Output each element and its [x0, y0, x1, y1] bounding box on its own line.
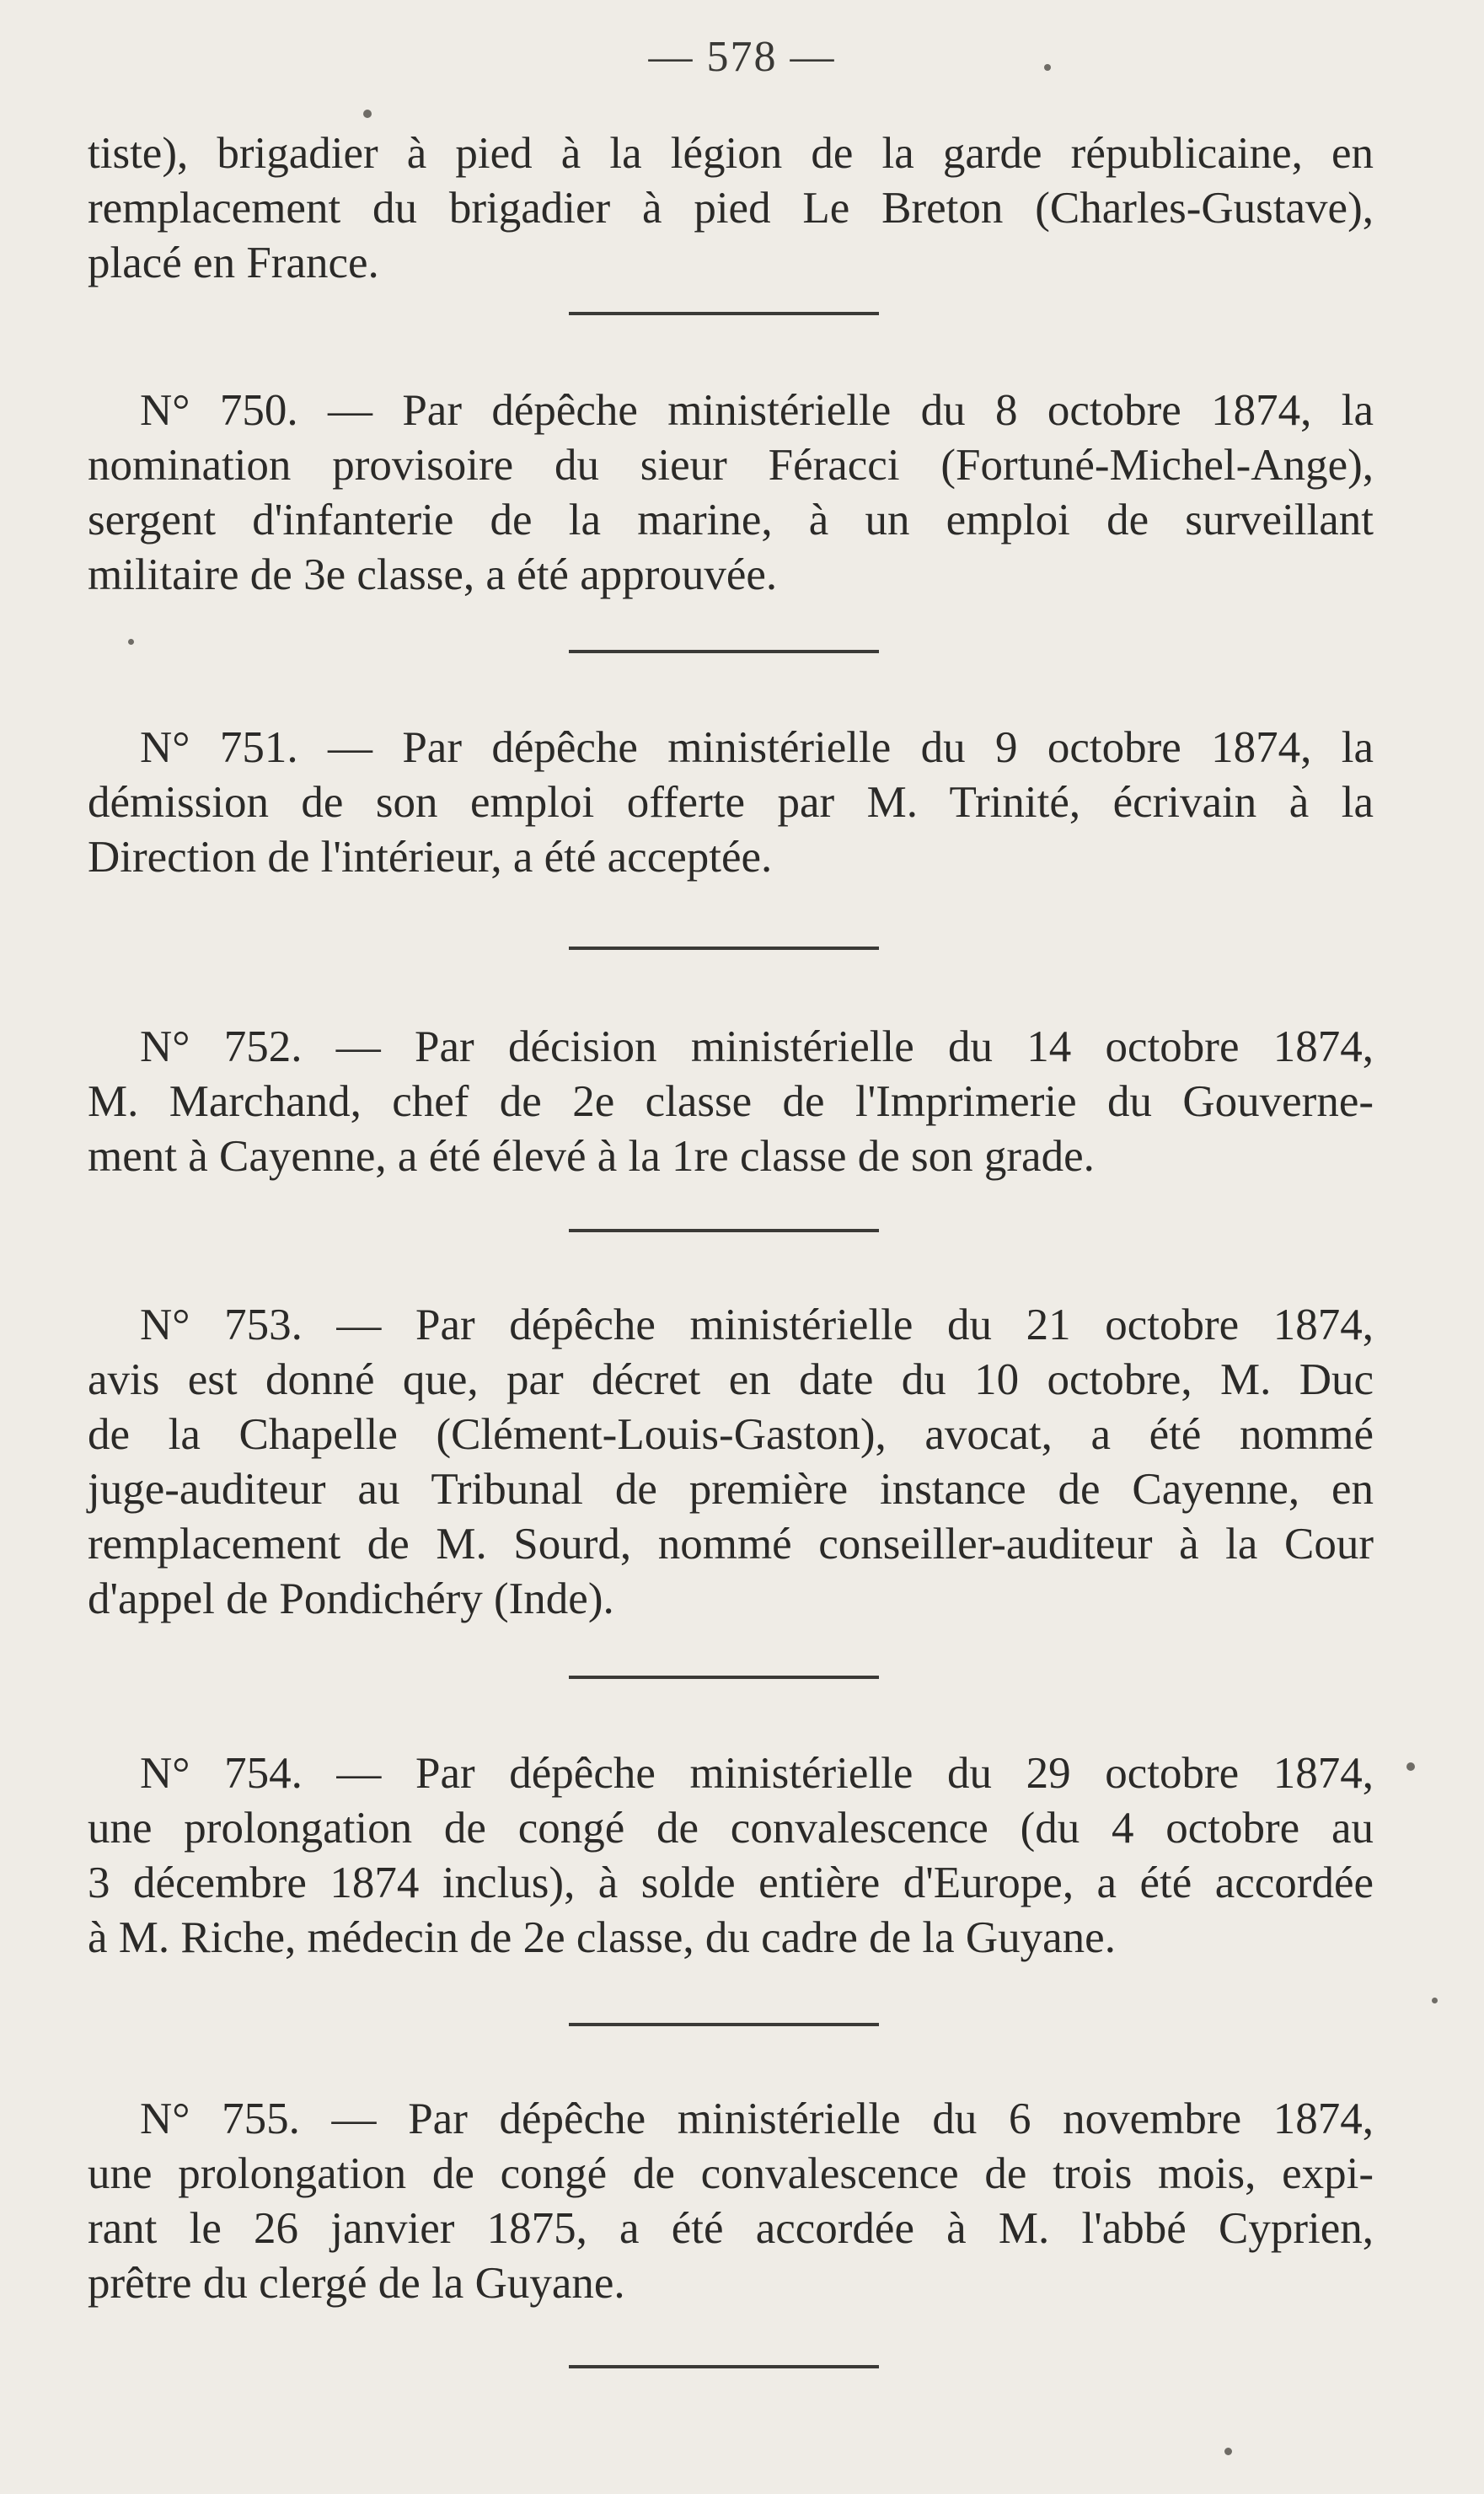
- print-speck: [1224, 2448, 1232, 2455]
- paragraph-line: N° 754. — Par dépêche ministérielle du 29 octobre 1874,: [140, 1749, 1374, 1798]
- page-number: — 578 —: [648, 33, 836, 81]
- paragraph-line: M. Marchand, chef de 2e classe de l'Imprimerie du Gouverne-: [88, 1077, 1374, 1126]
- paragraph-line: prêtre du clergé de la Guyane.: [88, 2259, 625, 2308]
- entry-755: [88, 2092, 1374, 2311]
- continuation-paragraph: [88, 126, 1374, 291]
- paragraph-line: N° 752. — Par décision ministérielle du 14 octobre 1874,: [140, 1022, 1374, 1071]
- paragraph-line: juge-auditeur au Tribunal de première instance de Cayenne, en: [88, 1465, 1374, 1514]
- entry-751: [88, 721, 1374, 885]
- print-speck: [1044, 64, 1051, 71]
- paragraph-line: remplacement de M. Sourd, nommé conseiller-auditeur à la Cour: [88, 1520, 1374, 1569]
- entry-752: [88, 1020, 1374, 1184]
- print-speck: [1432, 1998, 1438, 2003]
- paragraph-line: N° 755. — Par dépêche ministérielle du 6 novembre 1874,: [140, 2094, 1374, 2143]
- section-divider: [569, 650, 879, 653]
- paragraph-line: militaire de 3e classe, a été approuvée.: [88, 550, 778, 599]
- paragraph-line: sergent d'infanterie de la marine, à un emploi de surveillant: [88, 496, 1374, 544]
- paragraph-line: N° 750. — Par dépêche ministérielle du 8 octobre 1874, la: [140, 386, 1374, 435]
- print-speck: [363, 110, 372, 118]
- paragraph-line: ment à Cayenne, a été élevé à la 1re classe de son grade.: [88, 1132, 1095, 1181]
- paragraph-line: tiste), brigadier à pied à la légion de la garde républicaine, en: [88, 129, 1374, 178]
- print-speck: [1406, 1762, 1415, 1771]
- section-divider: [569, 312, 879, 315]
- paragraph-line: nomination provisoire du sieur Féracci (Fortuné-Michel-Ange),: [88, 441, 1374, 490]
- paragraph-line: Direction de l'intérieur, a été acceptée.: [88, 833, 773, 882]
- entry-753: [88, 1298, 1374, 1627]
- paragraph-line: remplacement du brigadier à pied Le Breton (Charles-Gustave),: [88, 184, 1374, 233]
- paragraph-line: 3 décembre 1874 inclus), à solde entière d'Europe, a été accordée: [88, 1858, 1374, 1907]
- paragraph-line: avis est donné que, par décret en date du 10 octobre, M. Duc: [88, 1355, 1374, 1404]
- section-divider: [569, 1676, 879, 1679]
- paragraph-line: démission de son emploi offerte par M. Trinité, écrivain à la: [88, 778, 1374, 827]
- entry-750: [88, 383, 1374, 603]
- section-divider: [569, 1229, 879, 1232]
- paragraph-line: N° 753. — Par dépêche ministérielle du 21 octobre 1874,: [140, 1301, 1374, 1349]
- paragraph-line: une prolongation de congé de convalescence de trois mois, expi-: [88, 2149, 1374, 2198]
- print-speck: [128, 639, 134, 645]
- paragraph-line: d'appel de Pondichéry (Inde).: [88, 1574, 614, 1623]
- section-divider: [569, 947, 879, 950]
- section-divider: [569, 2023, 879, 2026]
- paragraph-line: rant le 26 janvier 1875, a été accordée à M. l'abbé Cyprien,: [88, 2204, 1374, 2253]
- paragraph-line: N° 751. — Par dépêche ministérielle du 9 octobre 1874, la: [140, 723, 1374, 772]
- entry-754: [88, 1746, 1374, 1966]
- paragraph-line: une prolongation de congé de convalescence (du 4 octobre au: [88, 1804, 1374, 1853]
- section-divider: [569, 2365, 879, 2368]
- paragraph-line: de la Chapelle (Clément-Louis-Gaston), avocat, a été nommé: [88, 1410, 1374, 1459]
- paragraph-line: à M. Riche, médecin de 2e classe, du cadre de la Guyane.: [88, 1913, 1116, 1962]
- paragraph-line: placé en France.: [88, 239, 379, 287]
